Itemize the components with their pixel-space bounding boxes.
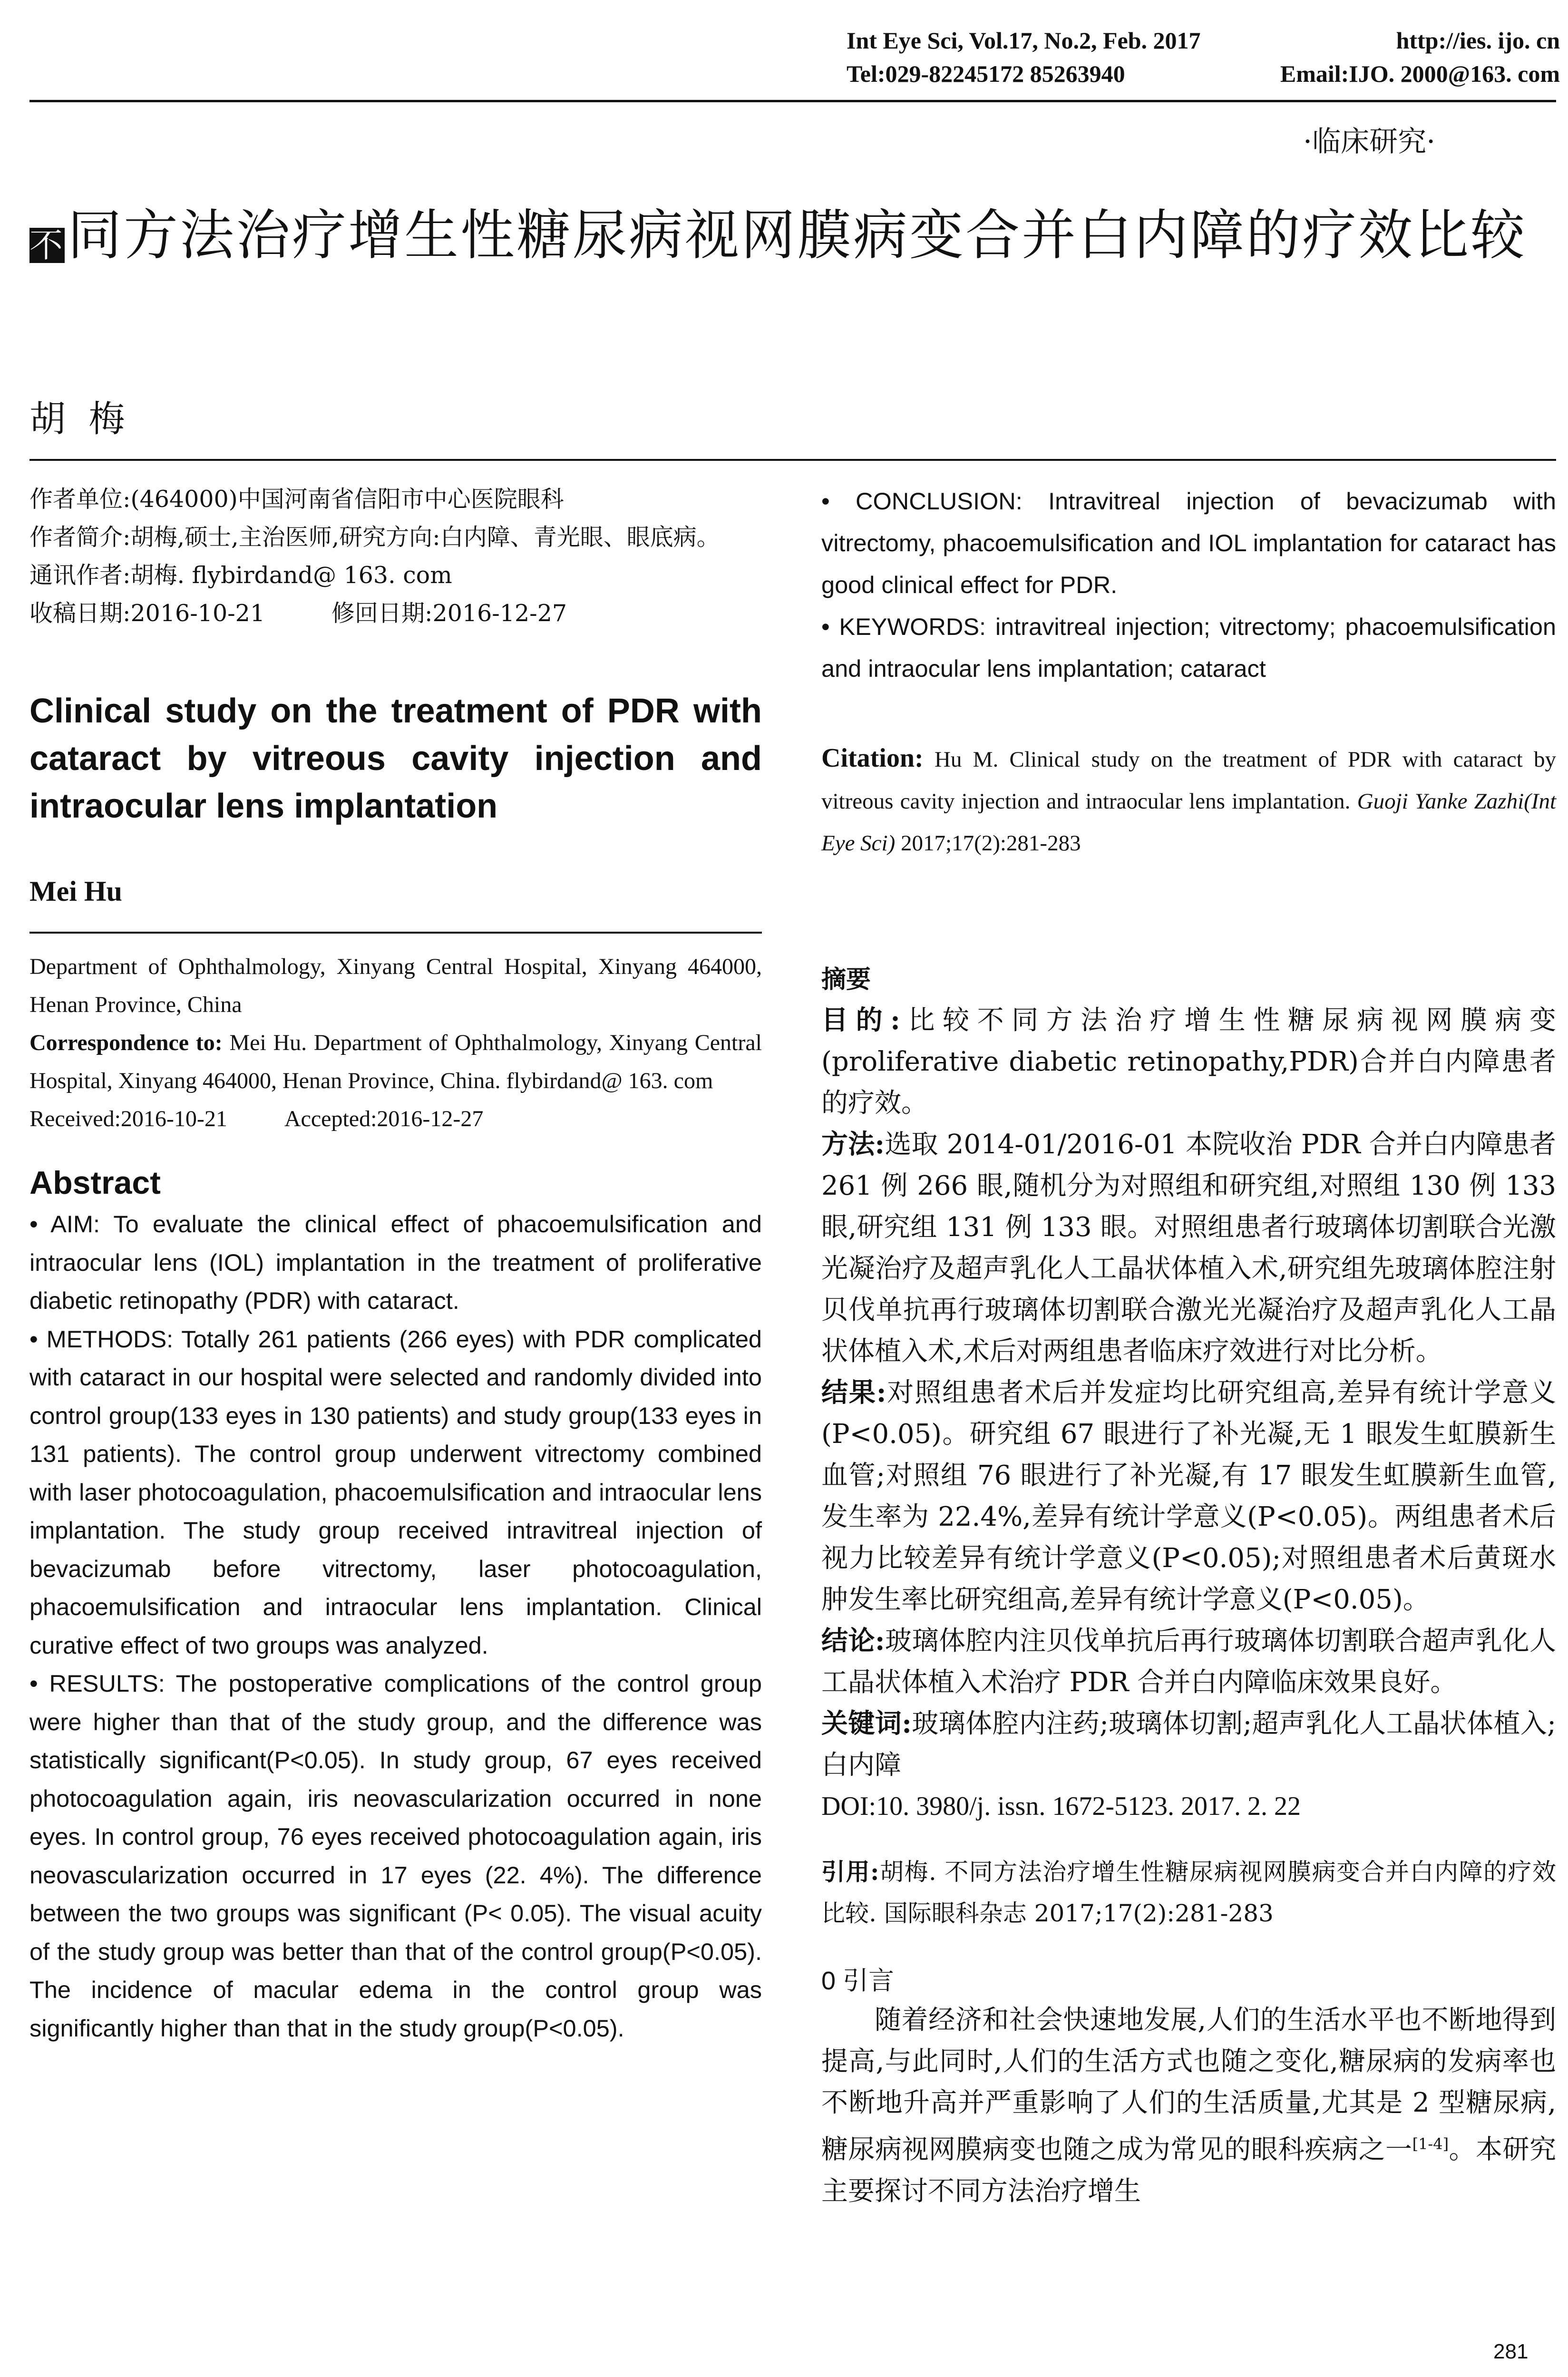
journal-line-2: [847, 57, 1560, 90]
affil-corr-text: Mei Hu. Department of Ophthalmology, Xinyang Central Hospital, Xinyang 464000, Henan Province, China. flybirdand@ 163. com: [29, 1030, 762, 1093]
page-number: 281: [1493, 2340, 1529, 2363]
abstract-cn-results: [821, 1372, 1556, 1620]
citation-cn-text: 胡梅. 不同方法治疗增生性糖尿病视网膜病变合并白内障的疗效比较. 国际眼科杂志 2017;17(2):281-283: [821, 1858, 1556, 1927]
affil-rule: [29, 932, 762, 934]
abstract-cn-aim-text: 比较不同方法治疗增生性糖尿病视网膜病变(proliferative diabetic retinopathy,PDR)合并白内障患者的疗效。: [821, 1005, 1557, 1119]
abstract-results: • RESULTS: The postoperative complications of the control group were higher than that of the study group, and the difference was statistically significant(P<0.05). In study group, 67 eyes received photocoagulation again, iris neovascularization occurred in none eyes. In control group, 76 eyes received photocoagulation again, iris neovascularization occurred in 17 eyes (22. 4%). The difference between the two groups was significant (P< 0.05). The visual acuity of the study group was better than that of the control group(P<0.05). The incidence of macular edema in the control group was significantly higher than that in the study group(P<0.05).: [29, 1670, 762, 2042]
affil-corr-label: Correspondence to:: [29, 1030, 223, 1055]
abstract-cn-aim: [821, 1000, 1556, 1124]
abstract-keywords: • KEYWORDS: intravitreal injection; vitrectomy; phacoemulsification and intraocular lens implantation; cataract: [821, 613, 1556, 682]
affil-dates: [29, 1100, 762, 1138]
affil-corr: [29, 1024, 762, 1100]
title-rule: [29, 459, 1556, 461]
title-en: Clinical study on the treatment of PDR with cataract by vitreous cavity injection and intraocular lens implantation: [29, 692, 762, 825]
journal-info: Int Eye Sci, Vol.17, No.2, Feb. 2017: [847, 27, 1201, 54]
abstract-cn-conclusion-label: 结论:: [821, 1625, 885, 1656]
meta-bio: 作者简介:胡梅,硕士,主治医师,研究方向:白内障、青光眼、眼底病。: [29, 524, 720, 551]
left-column: [29, 480, 762, 2047]
abstract-cn-keywords-text: 玻璃体腔内注药;玻璃体切割;超声乳化人工晶状体植入;白内障: [821, 1708, 1556, 1781]
journal-line-1: [847, 24, 1560, 57]
meta-revised: 修回日期:2016-12-27: [331, 600, 567, 627]
abstract-cn-results-text: 对照组患者术后并发症均比研究组高,差异有统计学意义(P<0.05)。研究组 67 眼进行了补光凝,无 1 眼发生虹膜新生血管;对照组 76 眼进行了补光凝,有 17 眼发生虹膜新生血管,发生率为 22.4%,差异有统计学意义(P<0.05)。两组患者术后视力比较差异有统计学意义(P<0.05);对照组患者术后黄斑水肿发生率比研究组高,差异有统计学意义(P<0.05)。: [821, 1377, 1557, 1615]
affil-accepted: Accepted:2016-12-27: [284, 1106, 484, 1131]
meta-cn: [29, 480, 762, 633]
meta-received: 收稿日期:2016-10-21: [29, 600, 265, 627]
journal-tel: Tel:029-82245172 85263940: [847, 60, 1125, 87]
affil-received: Received:2016-10-21: [29, 1106, 227, 1131]
abstract-cn-methods-text: 选取 2014-01/2016-01 本院收治 PDR 合并白内障患者 261 例 266 眼,随机分为对照组和研究组,对照组 130 例 133 眼,研究组 131 例 133 眼。对照组患者行玻璃体切割联合光激光凝治疗及超声乳化人工晶状体植入术,研究组先玻璃体腔注射贝伐单抗再行玻璃体切割联合激光光凝治疗及超声乳化人工晶状体植入术,术后对两组患者临床疗效进行对比分析。: [821, 1129, 1557, 1367]
author-en: Mei Hu: [29, 876, 122, 907]
abstract-heading: Abstract: [29, 1165, 161, 1201]
abstract-cn-methods: [821, 1124, 1556, 1372]
intro-heading: 0 引言: [821, 1967, 895, 1995]
affiliation-en: [29, 948, 762, 1138]
abstract-cn-methods-label: 方法:: [821, 1129, 885, 1160]
section-label: ·临床研究·: [1303, 125, 1436, 158]
citation-cn: [821, 1851, 1556, 1934]
abstract-methods: • METHODS: Totally 261 patients (266 eyes) with PDR complicated with cataract in our hospital were selected and randomly divided into control group(133 eyes in 130 patients) and study group(133 eyes in 131 patients). The control group underwent vitrectomy combined with laser photocoagulation, phacoemulsification and intraocular lens implantation. The study group received intravitreal injection of bevacizumab before vitrectomy, laser photocoagulation, phacoemulsification and intraocular lens implantation. Clinical curative effect of two groups was analyzed.: [29, 1325, 762, 1659]
title-cn-rest: 同方法治疗增生性糖尿病视网膜病变合并白内障的疗效比较: [68, 204, 1527, 267]
citation-en: [821, 737, 1556, 864]
journal-url[interactable]: http://ies. ijo. cn: [1396, 27, 1560, 54]
abstract-cn-doi[interactable]: DOI:10. 3980/j. issn. 1672-5123. 2017. 2. 22: [821, 1792, 1301, 1821]
journal-header: [847, 24, 1560, 90]
citation-journal: Guoji Yanke Zazhi(Int Eye Sci): [821, 789, 1557, 856]
abstract-conclusion: • CONCLUSION: Intravitreal injection of bevacizumab with vitrectomy, phacoemulsification and IOL implantation for cataract has good clinical effect for PDR.: [821, 487, 1556, 598]
abstract-cn-aim-label: 目的:: [821, 1004, 900, 1036]
abstract-aim: • AIM: To evaluate the clinical effect of phacoemulsification and intraocular lens (IOL) implantation in the treatment of proliferative diabetic retinopathy (PDR) with cataract.: [29, 1210, 762, 1314]
right-column: [821, 480, 1556, 2212]
meta-corr: 通讯作者:胡梅. flybirdand@ 163. com: [29, 562, 452, 589]
citation-cn-label: 引用:: [821, 1858, 879, 1886]
affil-dept: Department of Ophthalmology, Xinyang Central Hospital, Xinyang 464000, Henan Province, China: [29, 954, 762, 1017]
title-cn: [29, 200, 1551, 271]
header-rule: [29, 100, 1556, 102]
abstract-cn-keywords: [821, 1703, 1556, 1786]
abstract-cn-results-label: 结果:: [821, 1377, 886, 1408]
abstract-cn-conclusion-text: 玻璃体腔内注贝伐单抗后再行玻璃体切割联合超声乳化人工晶状体植入术治疗 PDR 合并白内障临床效果良好。: [821, 1626, 1557, 1698]
abstract-cn-conclusion: [821, 1620, 1556, 1703]
title-first-char: 不: [29, 226, 65, 265]
intro-ref[interactable]: [1-4]: [1412, 2135, 1449, 2153]
citation-text: Hu M. Clinical study on the treatment of PDR with cataract by vitreous cavity injection and intraocular lens implantation.: [821, 747, 1557, 814]
meta-unit: 作者单位:(464000)中国河南省信阳市中心医院眼科: [29, 486, 564, 513]
author-cn: 胡 梅: [29, 398, 125, 440]
citation-issue: 2017;17(2):281-283: [901, 831, 1081, 856]
intro-tail: 。本研究主要探讨不同方法治疗增生: [821, 2134, 1557, 2207]
abstract-cn-keywords-label: 关键词:: [821, 1708, 912, 1739]
journal-email[interactable]: Email:IJO. 2000@163. com: [1280, 60, 1560, 87]
meta-dates: [29, 594, 762, 633]
abstract-cn: [821, 1000, 1556, 1827]
abstract-en: [29, 1205, 762, 2047]
abstract-cn-heading: 摘要: [821, 966, 871, 994]
intro-text: 随着经济和社会快速地发展,人们的生活水平也不断地得到提高,与此同时,人们的生活方式也随之变化,糖尿病的发病率也不断地升高并严重影响了人们的生活质量,尤其是 2 型糖尿病,糖尿病视网膜病变也随之成为常见的眼科疾病之一: [821, 2005, 1556, 2165]
intro-body: [821, 1999, 1556, 2212]
abstract-en-cont: [821, 480, 1556, 690]
citation-label: Citation:: [821, 743, 924, 773]
